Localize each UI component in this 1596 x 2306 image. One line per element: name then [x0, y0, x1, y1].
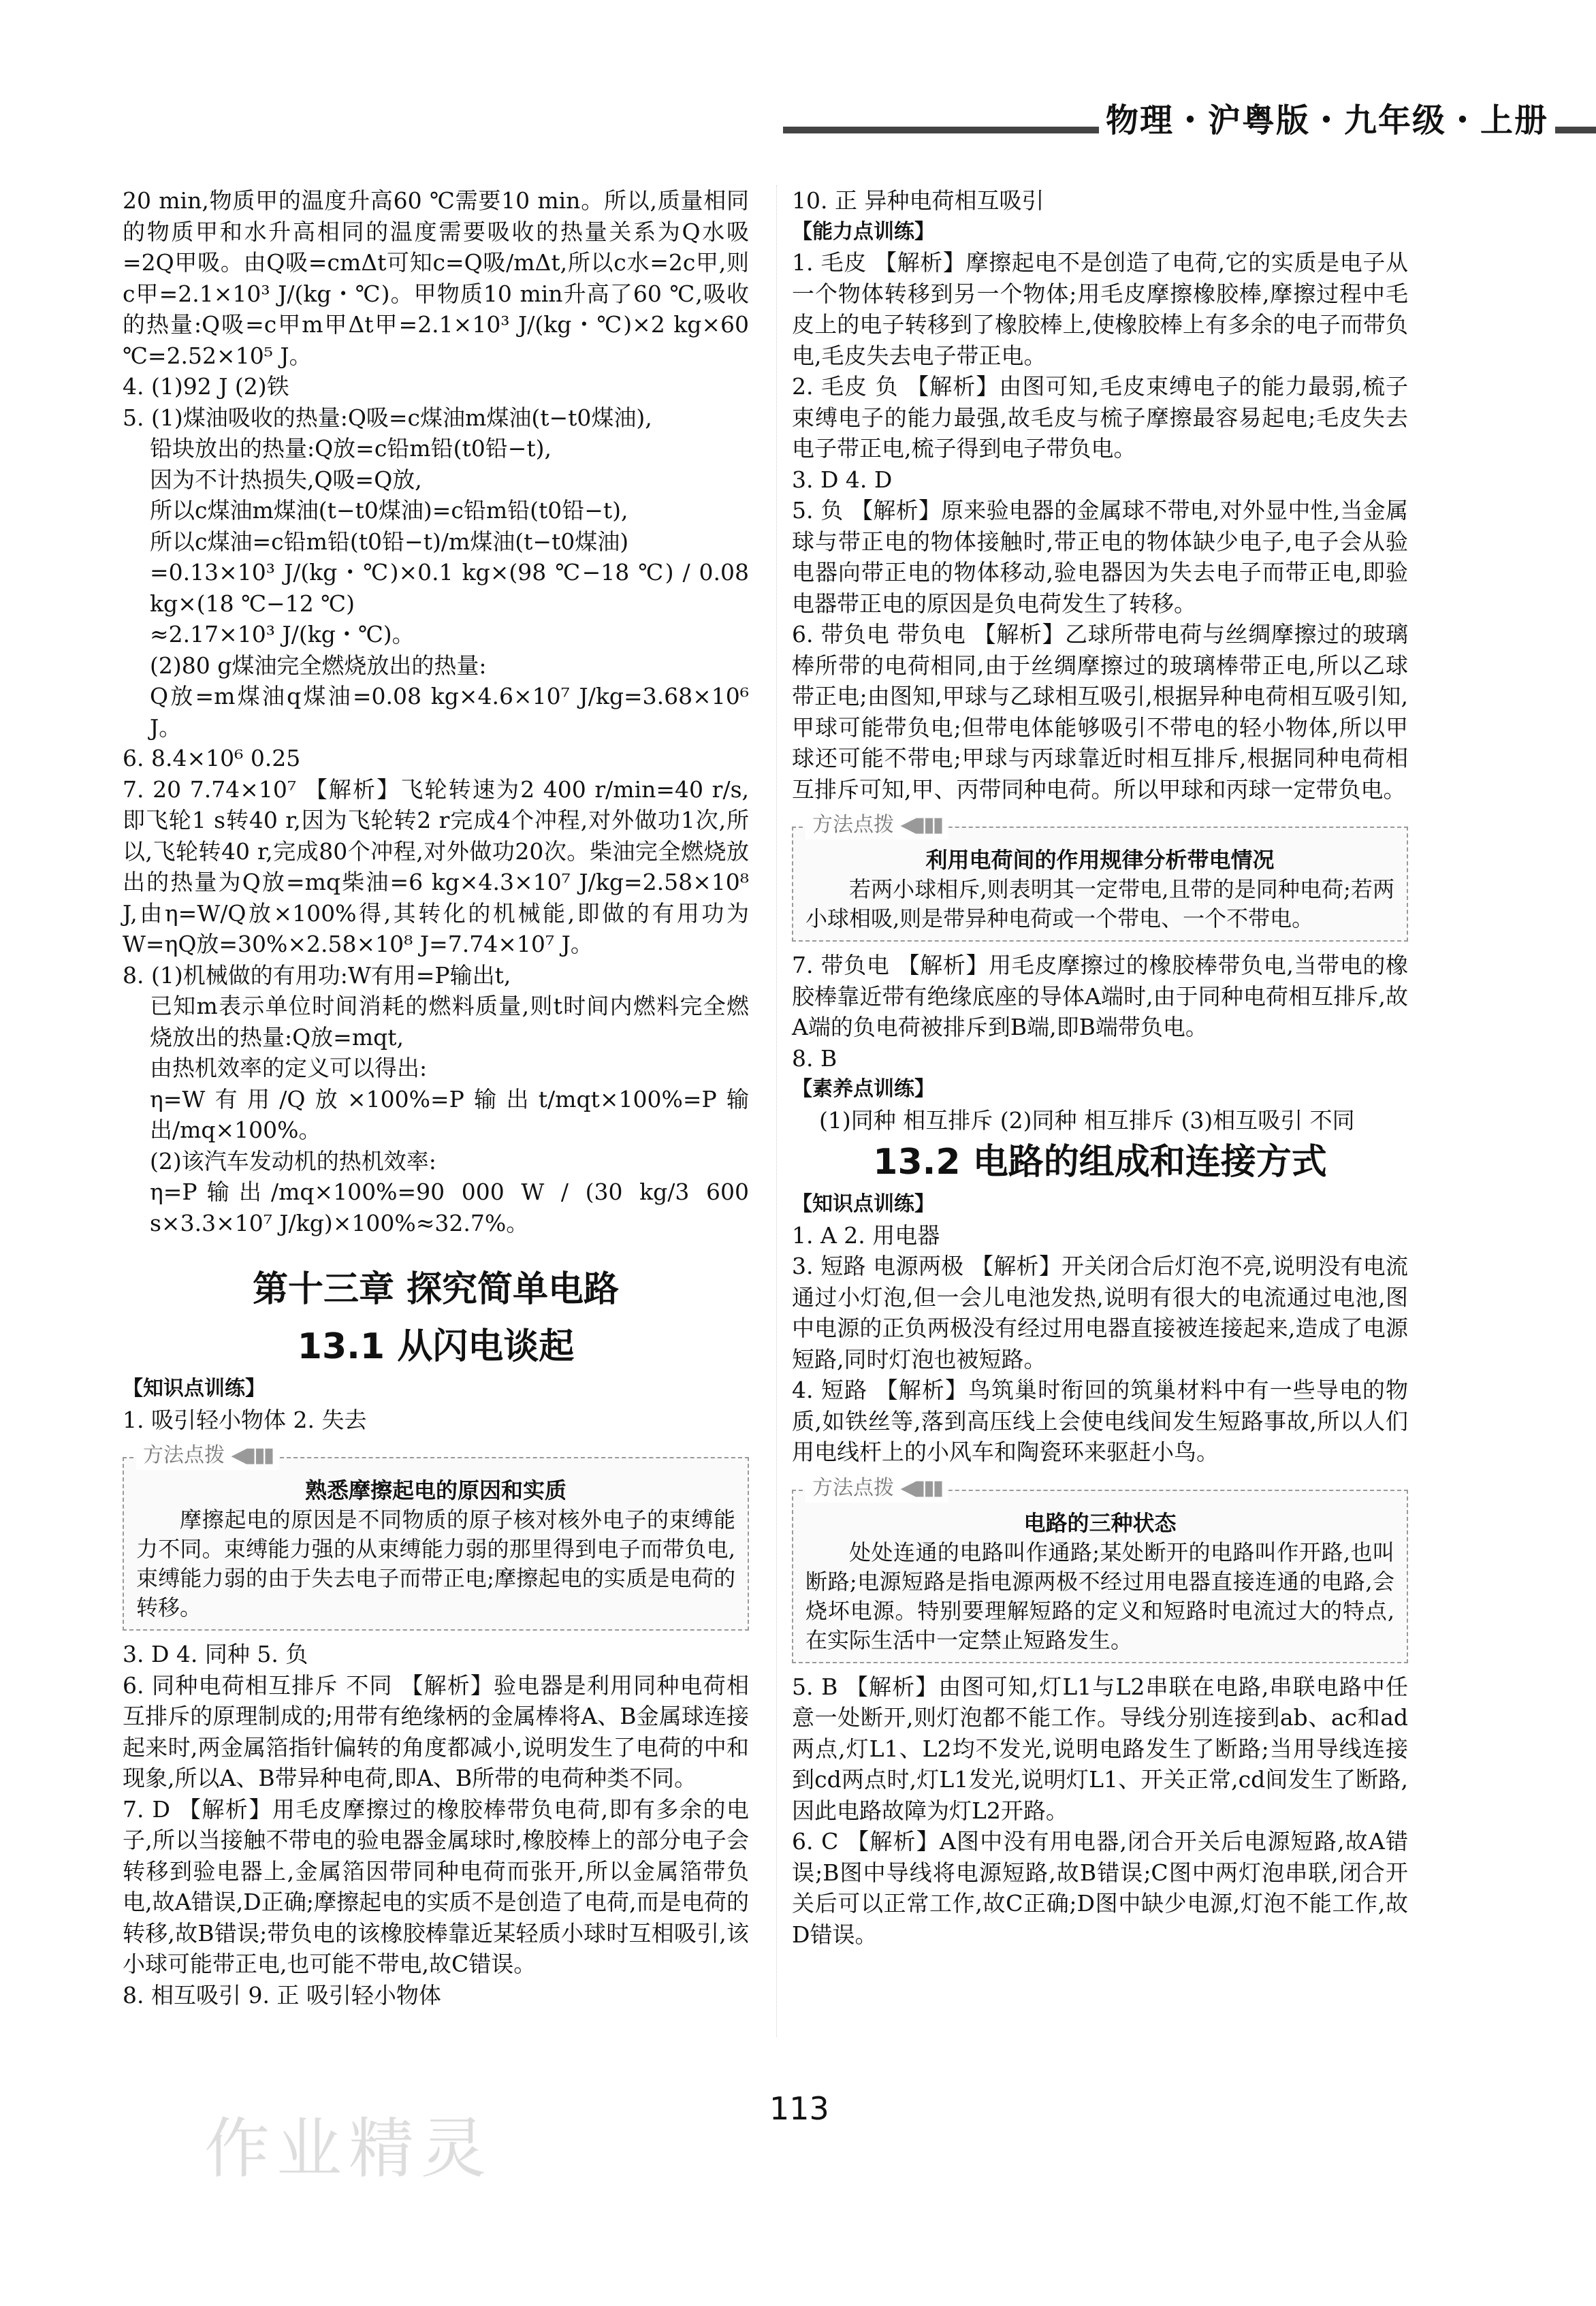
answer-line: Q放=m煤油q煤油=0.08 kg×4.6×10⁷ J/kg=3.68×10⁶ J。	[150, 683, 756, 741]
answer-line: 5. 负 【解析】原来验电器的金属球不带电,对外显中性,当金属球与带正电的物体接触时,带正电的物体缺少电子,电子会从验电器向带正电的物体移动,验电器因为失去电子而带正电,即验电器带正电的原因是负电荷发生了转移。	[792, 497, 1408, 617]
answer-line: 6. 带负电 带负电 【解析】乙球所带电荷与丝绸摩擦过的玻璃棒所带的电荷相同,由于丝绸摩擦过的玻璃棒带正电,所以乙球带正电;由图知,甲球与乙球相互吸引,根据异种电荷相互吸引知,甲球可能带负电;但带电体能够吸引不带电的轻小物体,所以甲球还可能不带电;甲球与丙球靠近时相互排斥,根据同种电荷相互排斥可知,甲、丙带同种电荷。所以甲球和丙球一定带负电。	[792, 621, 1408, 803]
left-column	[123, 185, 756, 2011]
answer-line: 铅块放出的热量:Q放=c铅m铅(t0铅−t),	[150, 435, 552, 462]
method-label: 方法点拨 ◀▮▮▮	[136, 1441, 279, 1470]
method-label: 方法点拨 ◀▮▮▮	[805, 1473, 948, 1503]
method-box	[123, 1443, 749, 1631]
method-title: 熟悉摩擦起电的原因和实质	[304, 1477, 566, 1503]
method-title: 利用电荷间的作用规律分析带电情况	[925, 847, 1275, 873]
answer-line: 3. 短路 电源两极 【解析】开关闭合后灯泡不亮,说明没有电流通过小灯泡,但一会儿电池发热,说明有很大的电流通过电池,图中电源的正负两极没有经过用电器直接被连接起来,造成了电源短路,同时灯泡也被短路。	[792, 1253, 1408, 1373]
answer-line: (2)80 g煤油完全燃烧放出的热量:	[150, 652, 487, 679]
answer-line: 已知m表示单位时间消耗的燃料质量,则t时间内燃料完全燃烧放出的热量:Q放=mqt,	[150, 993, 749, 1051]
speaker-icon: ◀▮▮▮	[231, 1443, 273, 1467]
answer-line: 6. 同种电荷相互排斥 不同 【解析】验电器是利用同种电荷相互排斥的原理制成的;用带有绝缘柄的金属棒将A、B金属球连接起来时,两金属箔指针偏转的角度都减小,说明发生了电荷的中和现象,所以A、B带异种电荷,即A、B所带的电荷种类不同。	[123, 1671, 749, 1791]
answer-line: 6. C 【解析】A图中没有用电器,闭合开关后电源短路,故A错误;B图中导线将电源短路,故B错误;C图中两灯泡串联,闭合开关后可以正常工作,故C正确;D图中缺少电源,灯泡不能工作,故D错误。	[792, 1828, 1408, 1948]
answer-line: 7. D 【解析】用毛皮摩擦过的橡胶棒带负电荷,即有多余的电子,所以当接触不带电的验电器金属球时,橡胶棒上的部分电子会转移到验电器上,金属箔因带同种电荷而张开,所以金属箔带负电,故A错误,D正确;摩擦起电的实质不是创造了电荷,而是电荷的转移,故B错误;带负电的该橡胶棒靠近某轻质小球时互相吸引,该小球可能带正电,也可能不带电,故C错误。	[123, 1795, 749, 1977]
answer-line: 4. 短路 【解析】鸟筑巢时衔回的筑巢材料中有一些导电的物质,如铁丝等,落到高压线上会使电线间发生短路事故,所以人们用电线杆上的小风车和陶瓷环来驱赶小鸟。	[792, 1377, 1408, 1465]
answer-line: 8. (1)机械做的有用功:W有用=P输出t,	[123, 961, 511, 989]
section-title: 13.1 从闪电谈起	[297, 1326, 575, 1367]
speaker-icon: ◀▮▮▮	[900, 1475, 942, 1500]
method-body: 若两小球相斥,则表明其一定带电,且带的是同种电荷;若两小球相吸,则是带异种电荷或一个带电、一个不带电。	[805, 876, 1394, 931]
answer-line: 5. B 【解析】由图可知,灯L1与L2串联在电路,串联电路中任意一处断开,则灯泡都不能工作。导线分别连接到ab、ac和ad两点,灯L1、L2均不发光,说明电路发生了断路;当用导线连接到cd两点时,灯L1发光,说明灯L1、开关正常,cd间发生了断路,因此电路故障为灯L2开路。	[792, 1673, 1408, 1824]
answer-line: 1. 毛皮 【解析】摩擦起电不是创造了电荷,它的实质是电子从一个物体转移到另一个物体;用毛皮摩擦橡胶棒,摩擦过程中毛皮上的电子转移到了橡胶棒上,使橡胶棒上有多余的电子而带负电,毛皮失去电子带正电。	[792, 249, 1408, 369]
method-body: 摩擦起电的原因是不同物质的原子核对核外电子的束缚能力不同。束缚能力强的从束缚能力弱的那里得到电子而带负电,束缚能力弱的由于失去电子而带正电;摩擦起电的实质是电荷的转移。	[136, 1507, 735, 1620]
right-column	[792, 185, 1408, 1950]
answer-line: 3. D 4. D	[792, 466, 893, 493]
speaker-icon: ◀▮▮▮	[900, 813, 942, 837]
answer-line: 5. (1)煤油吸收的热量:Q吸=c煤油m煤油(t−t0煤油),	[123, 404, 652, 431]
quality-tag: 【素养点训练】	[792, 1077, 935, 1101]
answer-line: η=P输出/mq×100%=90 000 W / (30 kg/3 600 s×3.3×10⁷ J/kg)×100%≈32.7%。	[150, 1179, 756, 1236]
answer-line: 8. 相互吸引 9. 正 吸引轻小物体	[123, 1981, 441, 2008]
answer-line: 7. 带负电 【解析】用毛皮摩擦过的橡胶棒带负电,当带电的橡胶棒靠近带有绝缘底座的导体A端时,由于同种电荷相互排斥,故A端的负电荷被排斥到B端,即B端带负电。	[792, 952, 1408, 1040]
section-title: 13.2 电路的组成和连接方式	[873, 1142, 1327, 1183]
method-title: 电路的三种状态	[1023, 1509, 1177, 1536]
method-label: 方法点拨 ◀▮▮▮	[805, 810, 948, 839]
answer-line: 4. (1)92 J (2)铁	[123, 373, 289, 400]
page-number: 113	[769, 2090, 829, 2127]
answer-line: 6. 8.4×10⁶ 0.25	[123, 745, 301, 771]
answer-line: (2)该汽车发动机的热机效率:	[150, 1147, 436, 1174]
answer-line: 1. A 2. 用电器	[792, 1221, 940, 1249]
running-header: 物理・沪粤版・九年级・上册	[1099, 94, 1555, 141]
column-divider	[776, 185, 777, 2037]
method-body: 处处连通的电路叫作通路;某处断开的电路叫作开路,也叫断路;电源短路是指电源两极不经过用电器直接连通的电路,会烧坏电源。特别要理解短路的定义和短路时电流过大的特点,在实际生活中一定禁止短路发生。	[805, 1539, 1394, 1653]
answer-line: (1)同种 相互排斥 (2)同种 相互排斥 (3)相互吸引 不同	[819, 1106, 1355, 1134]
answer-line: η=W有用/Q放×100%=P输出t/mqt×100%=P输出/mq×100%。	[150, 1085, 749, 1143]
answer-line: 7. 20 7.74×10⁷ 【解析】飞轮转速为2 400 r/min=40 r/s,即飞轮1 s转40 r,因为飞轮转2 r完成4个冲程,对外做功1次,所以,飞轮转40 r,完成80个冲程,对外做功20次。柴油完全燃烧放出的热量为Q放=mq柴油=6 kg×4.3×10⁷ J/kg=2.58×10⁸ J,由η=W/Q放×100%得,其转化的机械能,即做的有用功为W=ηQ放=30%×2.58×10⁸ J=7.74×10⁷ J。	[123, 775, 756, 957]
answer-line: 20 min,物质甲的温度升高60 ℃需要10 min。所以,质量相同的物质甲和水升高相同的温度需要吸收的热量关系为Q水吸=2Q甲吸。由Q吸=cmΔt可知c=Q吸/mΔt,所以c水=2c甲,则c甲=2.1×10³ J/(kg・℃)。甲物质10 min升高了60 ℃,吸收的热量:Q吸=c甲m甲Δt甲=2.1×10³ J/(kg・℃)×2 kg×60 ℃=2.52×10⁵ J。	[123, 187, 756, 369]
answer-line: 3. D 4. 同种 5. 负	[123, 1641, 308, 1667]
answer-line: 2. 毛皮 负 【解析】由图可知,毛皮束缚电子的能力最弱,梳子束缚电子的能力最强,故毛皮与梳子摩擦最容易起电;毛皮失去电子带正电,梳子得到电子带负电。	[792, 373, 1408, 462]
answer-line: 1. 吸引轻小物体 2. 失去	[123, 1406, 367, 1433]
ability-tag: 【能力点训练】	[792, 219, 935, 244]
method-box	[792, 1475, 1408, 1663]
answer-line: 因为不计热损失,Q吸=Q放,	[150, 466, 422, 493]
answer-line: 8. B	[792, 1044, 837, 1072]
knowledge-tag: 【知识点训练】	[123, 1377, 266, 1400]
watermark: 作业精灵	[204, 2111, 493, 2187]
knowledge-tag: 【知识点训练】	[792, 1192, 935, 1216]
chapter-title: 第十三章 探究简单电路	[252, 1269, 620, 1310]
answer-line: 所以c煤油m煤油(t−t0煤油)=c铅m铅(t0铅−t),	[150, 497, 628, 524]
answer-line: ≈2.17×10³ J/(kg・℃)。	[150, 621, 415, 647]
answer-line: 由热机效率的定义可以得出:	[150, 1055, 428, 1081]
answer-line: =0.13×10³ J/(kg・℃)×0.1 kg×(98 ℃−18 ℃) / 0.08 kg×(18 ℃−12 ℃)	[150, 559, 756, 617]
answer-line: 所以c煤油=c铅m铅(t0铅−t)/m煤油(t−t0煤油)	[150, 528, 629, 555]
answer-line: 10. 正 异种电荷相互吸引	[792, 187, 1044, 214]
method-box	[792, 813, 1408, 942]
